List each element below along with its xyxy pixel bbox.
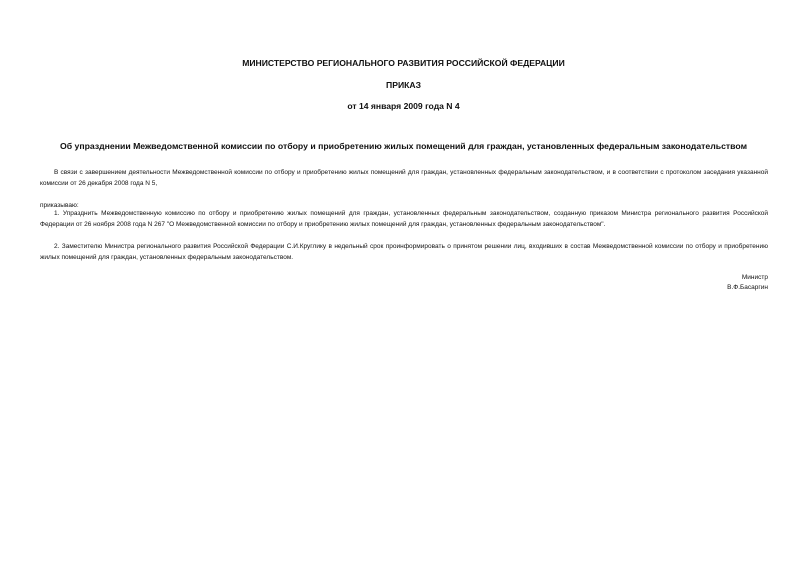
order-item-1-text: 1. Упразднить Межведомственную комиссию по отбору и приобретению жилых помещений для граждан, установленных федеральным законодательством, созданную приказом Министра регионального развития Российской Федерации от 26 ноября 2008 года N 267 "О Межведомственной комиссии по отбору и приобретению жилых помещений для граждан, установленных федеральным законодательством". xyxy=(40,210,768,228)
order-item-2 xyxy=(40,242,768,263)
document-type: ПРИКАЗ xyxy=(386,80,421,90)
order-item-2-text: 2. Заместителю Министра регионального развития Российской Федерации С.И.Круглику в недельный срок проинформировать о принятом решении лиц, входивших в состав Межведомственной комиссии по отбору и приобретению жилых помещений для граждан, установленных федеральным законодательством. xyxy=(40,243,768,261)
intro-text: В связи с завершением деятельности Межведомственной комиссии по отбору и приобретению жилых помещений для граждан, установленных федеральным законодательством, и в соответствии с протоколом заседания указанной комиссии от 26 декабря 2008 года N 5, xyxy=(40,169,768,187)
intro-paragraph xyxy=(40,168,768,189)
signatory-name: В.Ф.Басаргин xyxy=(727,284,768,291)
document-date-number: от 14 января 2009 года N 4 xyxy=(347,101,460,111)
ministry-heading: МИНИСТЕРСТВО РЕГИОНАЛЬНОГО РАЗВИТИЯ РОССИЙСКОЙ ФЕДЕРАЦИИ xyxy=(242,58,565,68)
orders-word: приказываю: xyxy=(40,202,79,209)
document-title: Об упразднении Межведомственной комиссии по отбору и приобретению жилых помещений для граждан, установленных федеральным законодательством xyxy=(59,141,748,151)
order-item-1 xyxy=(40,209,768,230)
signatory-position: Министр xyxy=(741,274,768,281)
